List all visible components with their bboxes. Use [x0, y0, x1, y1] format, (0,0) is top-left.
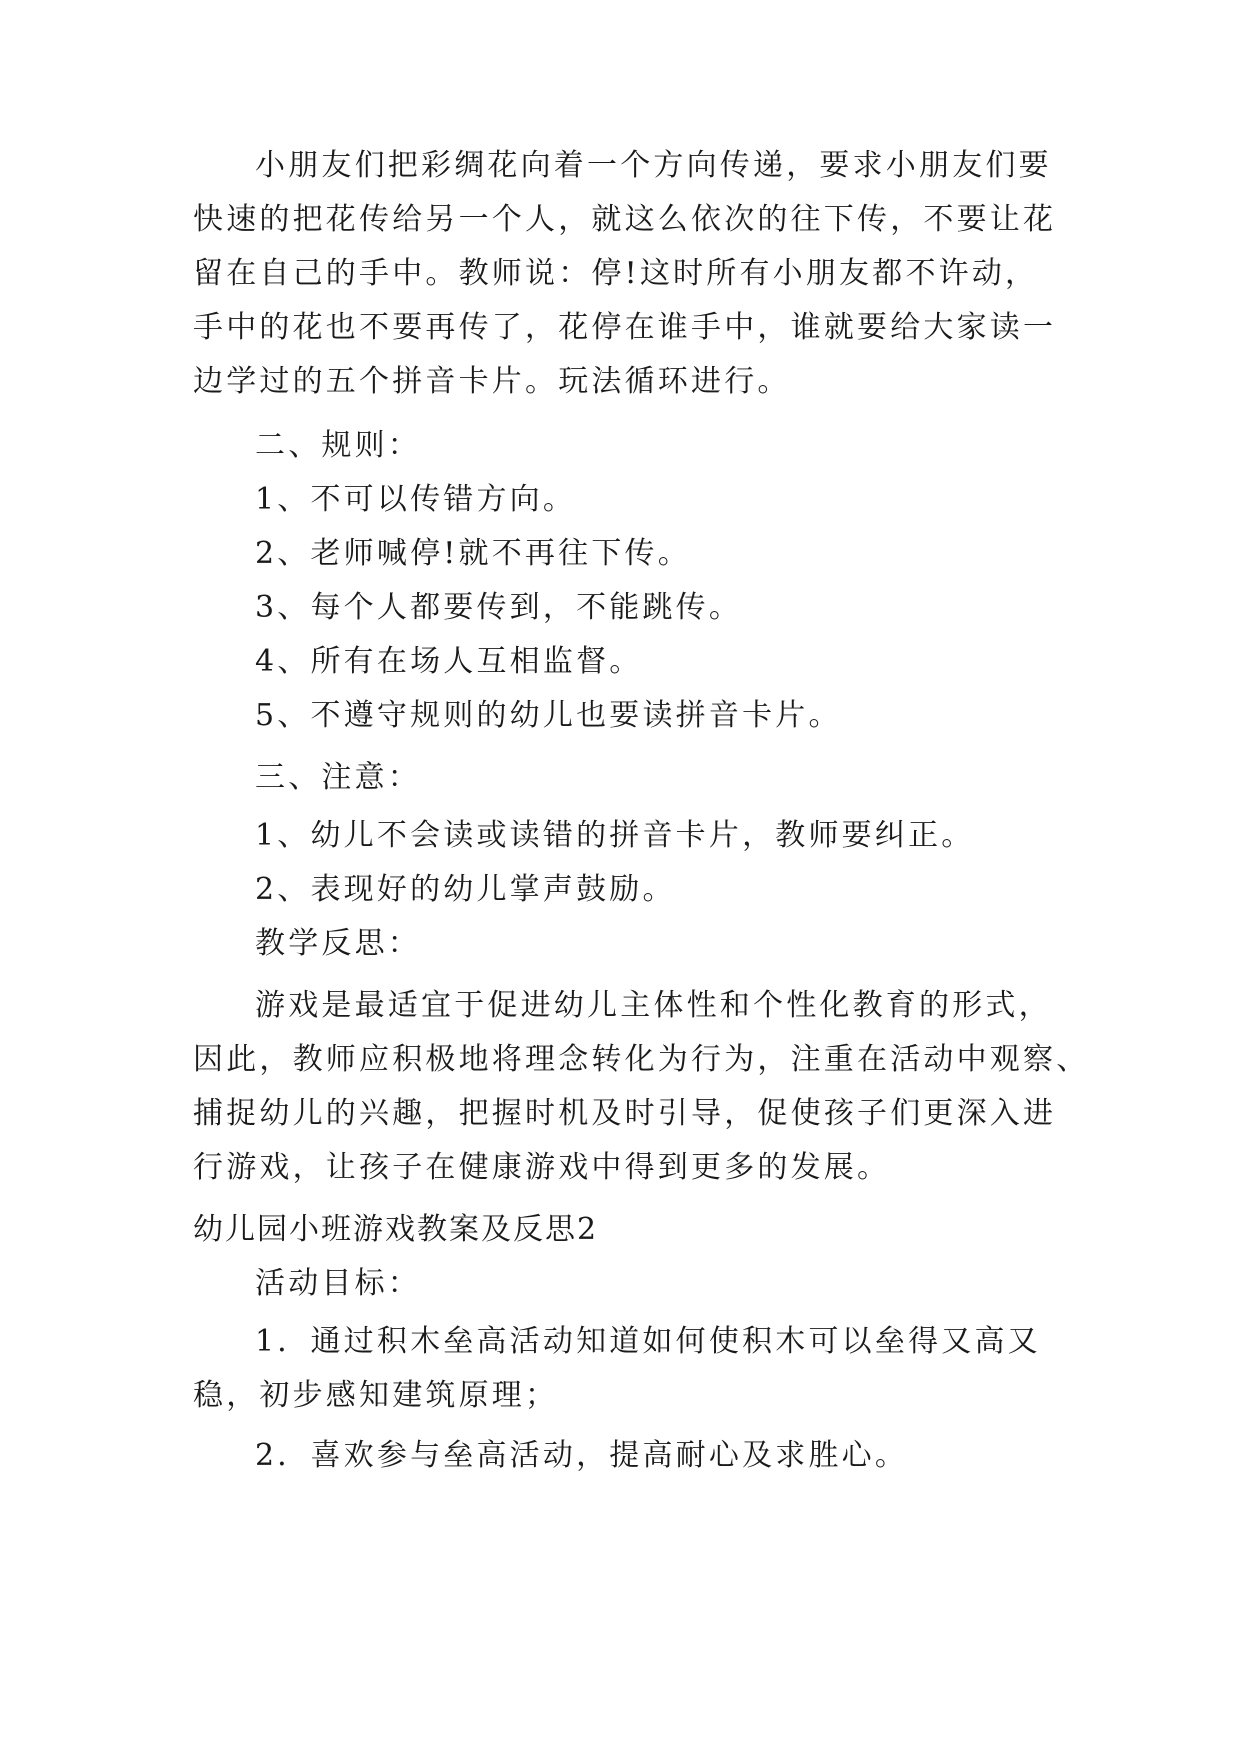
paragraph-line: 小朋友们把彩绸花向着一个方向传递，要求小朋友们要 [255, 148, 1052, 183]
section-heading-goals: 活动目标： [255, 1266, 421, 1301]
section-heading-reflection: 教学反思： [255, 926, 421, 961]
paragraph-line: 捕捉幼儿的兴趣，把握时机及时引导，促使孩子们更深入进 [193, 1096, 1057, 1131]
note-item: 2、表现好的幼儿掌声鼓励。 [255, 872, 676, 907]
paragraph-line: 因此，教师应积极地将理念转化为行为，注重在活动中观察、 [193, 1042, 1090, 1077]
paragraph-line: 边学过的五个拼音卡片。玩法循环进行。 [193, 364, 791, 399]
paragraph-line: 行游戏，让孩子在健康游戏中得到更多的发展。 [193, 1150, 891, 1185]
note-item: 1、幼儿不会读或读错的拼音卡片，教师要纠正。 [255, 818, 975, 853]
paragraph-line: 快速的把花传给另一个人，就这么依次的往下传，不要让花 [193, 202, 1057, 237]
paragraph-line: 游戏是最适宜于促进幼儿主体性和个性化教育的形式， [255, 988, 1052, 1023]
paragraph-line: 手中的花也不要再传了，花停在谁手中，谁就要给大家读一 [193, 310, 1057, 345]
rule-item: 4、所有在场人互相监督。 [255, 644, 643, 679]
rule-item: 3、每个人都要传到，不能跳传。 [255, 590, 743, 625]
goal-item-continuation: 稳，初步感知建筑原理； [193, 1378, 559, 1413]
rule-item: 5、不遵守规则的幼儿也要读拼音卡片。 [255, 698, 842, 733]
goal-item: 1．通过积木垒高活动知道如何使积木可以垒得又高又 [255, 1324, 1041, 1359]
paragraph-line: 留在自己的手中。教师说：停!这时所有小朋友都不许动， [193, 256, 1039, 291]
rule-item: 2、老师喊停!就不再往下传。 [255, 536, 691, 571]
section-heading-notes: 三、注意： [255, 760, 421, 795]
goal-item: 2．喜欢参与垒高活动，提高耐心及求胜心。 [255, 1438, 909, 1473]
section-heading-rules: 二、规则： [255, 428, 421, 463]
document-title: 幼儿园小班游戏教案及反思2 [193, 1212, 599, 1247]
rule-item: 1、不可以传错方向。 [255, 482, 577, 517]
